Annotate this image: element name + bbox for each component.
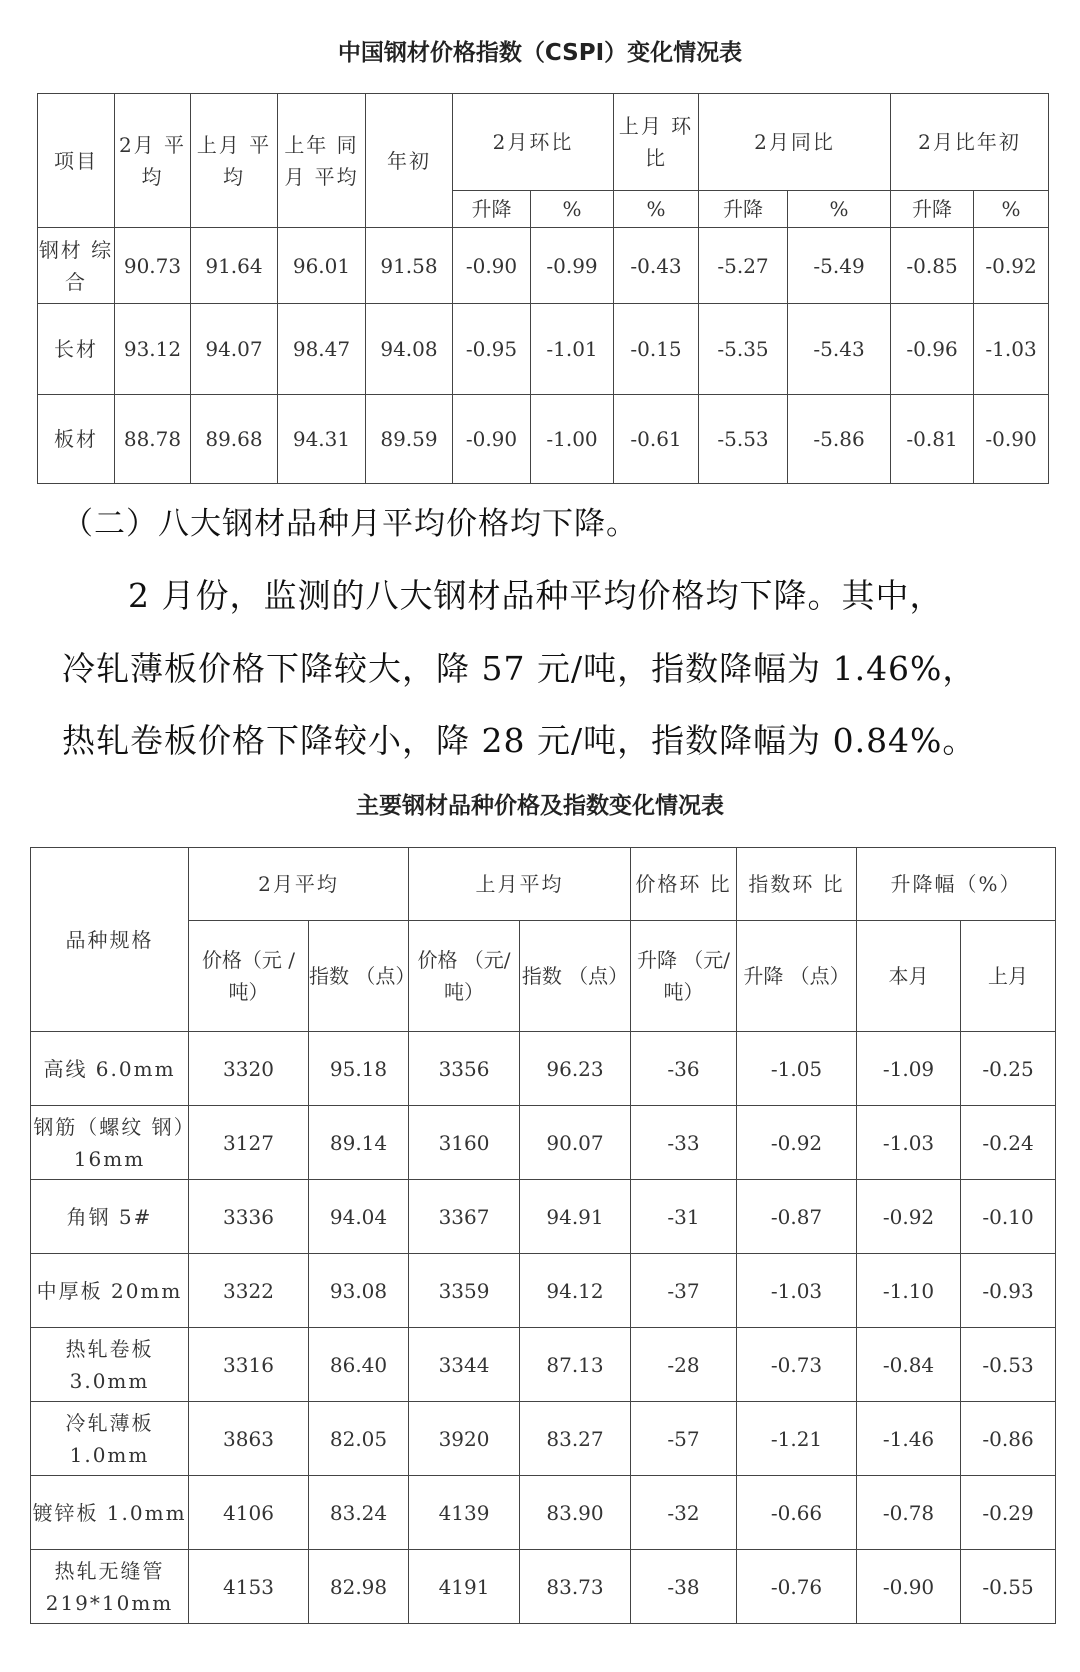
row-label: 中厚板 20mm (31, 1254, 189, 1328)
table-row (31, 1106, 1056, 1180)
cell-value: -0.53 (961, 1328, 1056, 1402)
cell-value: 3920 (409, 1402, 520, 1476)
cell-value: 3359 (409, 1254, 520, 1328)
cell-value: -5.53 (699, 395, 788, 484)
subheader-index: 指数 （点） (520, 921, 631, 1032)
cell-value: -0.55 (961, 1550, 1056, 1624)
subheader-change-price: 升降 （元/ 吨） (631, 921, 737, 1032)
cell-value: 89.14 (309, 1106, 409, 1180)
subheader-index: 指数 （点） (309, 921, 409, 1032)
header-ly-avg: 上年 同月 平均 (278, 94, 366, 228)
cell-value: 95.18 (309, 1032, 409, 1106)
subheader-pct: % (531, 191, 614, 228)
header-yoy: 2月同比 (699, 94, 891, 191)
cell-value: 3127 (189, 1106, 309, 1180)
cell-value: -1.00 (531, 395, 614, 484)
cell-value: 96.01 (278, 228, 366, 304)
header-mom: 2月环比 (453, 94, 614, 191)
header-spec: 品种规格 (31, 848, 189, 1032)
cell-value: 94.91 (520, 1180, 631, 1254)
cell-value: 4153 (189, 1550, 309, 1624)
cell-value: 3367 (409, 1180, 520, 1254)
subheader-pct: % (788, 191, 891, 228)
cell-value: -0.43 (614, 228, 699, 304)
cell-value: -57 (631, 1402, 737, 1476)
cell-value: -0.24 (961, 1106, 1056, 1180)
table-row (31, 1402, 1056, 1476)
subheader-change: 升降 (891, 191, 974, 228)
cell-value: 87.13 (520, 1328, 631, 1402)
cell-value: -0.92 (857, 1180, 961, 1254)
paragraph-line-1: 2 月份，监测的八大钢材品种平均价格均下降。其中， (128, 576, 944, 615)
cell-value: -0.99 (531, 228, 614, 304)
cell-value: 91.64 (191, 228, 278, 304)
subheader-change: 升降 (699, 191, 788, 228)
cell-value: -0.95 (453, 304, 531, 395)
cell-value: -0.76 (737, 1550, 857, 1624)
header-feb-avg: 2月平均 (189, 848, 409, 921)
cell-value: 4139 (409, 1476, 520, 1550)
cell-value: -0.87 (737, 1180, 857, 1254)
row-label: 冷轧薄板 1.0mm (31, 1402, 189, 1476)
table-row (31, 1254, 1056, 1328)
cell-value: -0.61 (614, 395, 699, 484)
cell-value: 3320 (189, 1032, 309, 1106)
cell-value: -0.90 (453, 395, 531, 484)
header-change-pct: 升降幅（%） (857, 848, 1056, 921)
cell-value: 88.78 (115, 395, 191, 484)
header-price-mom: 价格环 比 (631, 848, 737, 921)
cell-value: 83.27 (520, 1402, 631, 1476)
cell-value: 86.40 (309, 1328, 409, 1402)
cell-value: -0.90 (857, 1550, 961, 1624)
cell-value: 93.08 (309, 1254, 409, 1328)
header-year-start: 年初 (366, 94, 453, 228)
subheader-last-month: 上月 (961, 921, 1056, 1032)
cell-value: -37 (631, 1254, 737, 1328)
cell-value: -0.78 (857, 1476, 961, 1550)
row-label: 钢筋（螺纹 钢）16mm (31, 1106, 189, 1180)
cell-value: -5.86 (788, 395, 891, 484)
cell-value: 93.12 (115, 304, 191, 395)
header-index-mom: 指数环 比 (737, 848, 857, 921)
cell-value: 94.08 (366, 304, 453, 395)
subheader-price: 价格 （元/ 吨） (409, 921, 520, 1032)
cell-value: 3356 (409, 1032, 520, 1106)
header-prev-avg: 上月 平均 (191, 94, 278, 228)
cell-value: -0.85 (891, 228, 974, 304)
subheader-change: 升降 (453, 191, 531, 228)
cell-value: 3322 (189, 1254, 309, 1328)
cell-value: 3863 (189, 1402, 309, 1476)
section-heading: （二）八大钢材品种月平均价格均下降。 (62, 506, 638, 542)
cell-value: -1.10 (857, 1254, 961, 1328)
cell-value: -36 (631, 1032, 737, 1106)
cell-value: -31 (631, 1180, 737, 1254)
table-row (38, 395, 1049, 484)
cell-value: 94.07 (191, 304, 278, 395)
cell-value: -0.73 (737, 1328, 857, 1402)
cell-value: -0.93 (961, 1254, 1056, 1328)
cell-value: -1.03 (974, 304, 1049, 395)
cell-value: -0.81 (891, 395, 974, 484)
cell-value: 94.12 (520, 1254, 631, 1328)
cell-value: 4106 (189, 1476, 309, 1550)
header-prev-mom: 上月 环比 (614, 94, 699, 191)
cell-value: 83.90 (520, 1476, 631, 1550)
cell-value: 82.98 (309, 1550, 409, 1624)
cell-value: -1.09 (857, 1032, 961, 1106)
cell-value: -1.21 (737, 1402, 857, 1476)
row-label: 热轧卷板 3.0mm (31, 1328, 189, 1402)
cell-value: -0.10 (961, 1180, 1056, 1254)
cell-value: -0.84 (857, 1328, 961, 1402)
table-row (31, 1180, 1056, 1254)
row-label: 钢材 综合 (38, 228, 115, 304)
subheader-this-month: 本月 (857, 921, 961, 1032)
cell-value: -28 (631, 1328, 737, 1402)
cell-value: -38 (631, 1550, 737, 1624)
cspi-table (37, 93, 1049, 484)
header-feb-avg: 2月 平均 (115, 94, 191, 228)
table-row (31, 1550, 1056, 1624)
subheader-pct: % (614, 191, 699, 228)
cell-value: -5.43 (788, 304, 891, 395)
cell-value: -0.25 (961, 1032, 1056, 1106)
cell-value: -1.03 (857, 1106, 961, 1180)
cell-value: -0.86 (961, 1402, 1056, 1476)
cell-value: 3344 (409, 1328, 520, 1402)
header-prev-avg: 上月平均 (409, 848, 631, 921)
cell-value: 96.23 (520, 1032, 631, 1106)
cell-value: 98.47 (278, 304, 366, 395)
table-row (38, 304, 1049, 395)
table1-title: 中国钢材价格指数（CSPI）变化情况表 (337, 40, 743, 66)
cell-value: -0.92 (737, 1106, 857, 1180)
table2-title: 主要钢材品种价格及指数变化情况表 (356, 793, 724, 819)
cell-value: 83.73 (520, 1550, 631, 1624)
cell-value: 91.58 (366, 228, 453, 304)
steel-variety-table (30, 847, 1056, 1624)
cell-value: 90.73 (115, 228, 191, 304)
subheader-pct: % (974, 191, 1049, 228)
row-label: 长材 (38, 304, 115, 395)
cell-value: 83.24 (309, 1476, 409, 1550)
cell-value: -5.35 (699, 304, 788, 395)
cell-value: 3160 (409, 1106, 520, 1180)
cell-value: -5.27 (699, 228, 788, 304)
cell-value: -33 (631, 1106, 737, 1180)
cell-value: 4191 (409, 1550, 520, 1624)
cell-value: -1.05 (737, 1032, 857, 1106)
row-label: 高线 6.0mm (31, 1032, 189, 1106)
cell-value: 94.31 (278, 395, 366, 484)
cell-value: 90.07 (520, 1106, 631, 1180)
cell-value: 89.59 (366, 395, 453, 484)
cell-value: -1.46 (857, 1402, 961, 1476)
cell-value: -1.01 (531, 304, 614, 395)
header-item: 项目 (38, 94, 115, 228)
cell-value: 94.04 (309, 1180, 409, 1254)
row-label: 角钢 5# (31, 1180, 189, 1254)
cell-value: 3336 (189, 1180, 309, 1254)
table-row (31, 1328, 1056, 1402)
cell-value: -5.49 (788, 228, 891, 304)
cell-value: -0.66 (737, 1476, 857, 1550)
cell-value: -0.92 (974, 228, 1049, 304)
subheader-change-index: 升降 （点） (737, 921, 857, 1032)
cell-value: -0.90 (974, 395, 1049, 484)
row-label: 镀锌板 1.0mm (31, 1476, 189, 1550)
cell-value: -0.15 (614, 304, 699, 395)
row-label: 热轧无缝管 219*10mm (31, 1550, 189, 1624)
table-row (31, 1476, 1056, 1550)
cell-value: 89.68 (191, 395, 278, 484)
table-row (31, 1032, 1056, 1106)
table-row (38, 228, 1049, 304)
subheader-price: 价格（元 /吨） (189, 921, 309, 1032)
cell-value: 3316 (189, 1328, 309, 1402)
row-label: 板材 (38, 395, 115, 484)
cell-value: -0.29 (961, 1476, 1056, 1550)
cell-value: -32 (631, 1476, 737, 1550)
cell-value: -0.90 (453, 228, 531, 304)
cell-value: -0.96 (891, 304, 974, 395)
paragraph-line-2: 冷轧薄板价格下降较大，降 57 元/吨，指数降幅为 1.46%， (62, 649, 977, 688)
paragraph-line-3: 热轧卷板价格下降较小，降 28 元/吨，指数降幅为 0.84%。 (62, 721, 977, 760)
header-vs-start: 2月比年初 (891, 94, 1049, 191)
cell-value: 82.05 (309, 1402, 409, 1476)
cell-value: -1.03 (737, 1254, 857, 1328)
